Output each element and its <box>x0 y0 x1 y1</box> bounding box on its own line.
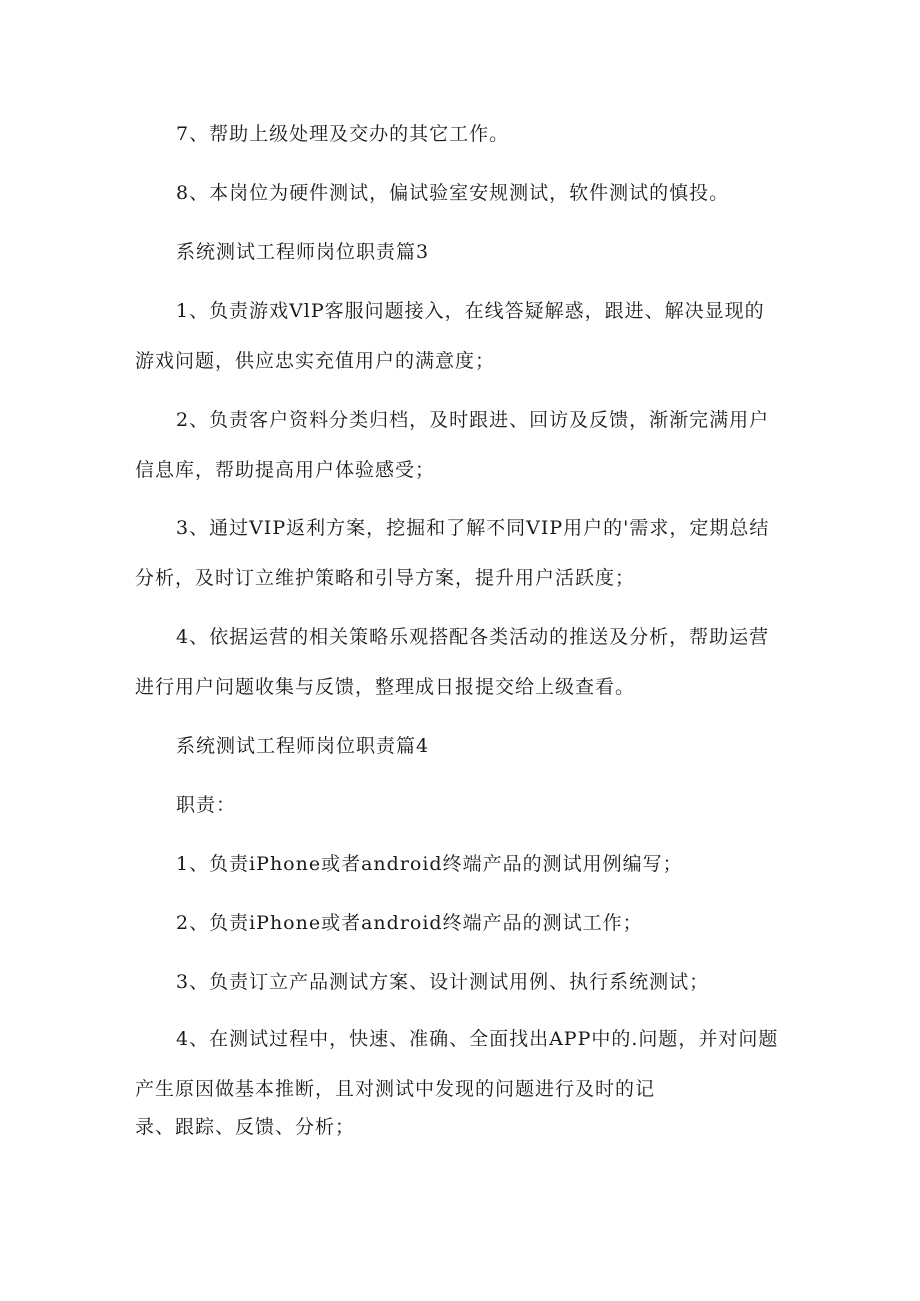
paragraph-line: 录、跟踪、反馈、分析； <box>135 1116 356 1138</box>
paragraph-line: 2、负责客户资料分类归档，及时跟进、回访及反馈，渐渐完满用户 <box>176 409 770 431</box>
paragraph-line: 分析，及时订立维护策略和引导方案，提升用户活跃度； <box>135 567 636 589</box>
paragraph-line: 进行用户问题收集与反馈，整理成日报提交给上级查看。 <box>135 676 636 698</box>
section-heading: 系统测试工程师岗位职责篇4 <box>176 735 430 757</box>
paragraph-line: 8、本岗位为硬件测试，偏试验室安规测试，软件测试的慎投。 <box>176 182 730 204</box>
paragraph-line: 3、通过VIP返利方案，挖掘和了解不同VIP用户的'需求，定期总结 <box>176 517 770 539</box>
paragraph-line: 1、负责iPhone或者android终端产品的测试用例编写； <box>176 853 683 875</box>
paragraph-line: 游戏问题，供应忠实充值用户的满意度； <box>135 350 496 372</box>
section-heading: 系统测试工程师岗位职责篇3 <box>176 241 430 263</box>
paragraph-line: 产生原因做基本推断，且对测试中发现的问题进行及时的记 <box>135 1078 656 1100</box>
paragraph-line: 7、帮助上级处理及交办的其它工作。 <box>176 123 510 145</box>
paragraph-line: 4、依据运营的相关策略乐观搭配各类活动的推送及分析，帮助运营 <box>176 626 770 648</box>
paragraph-line: 1、负责游戏VlP客服问题接入，在线答疑解惑，跟进、解决显现的 <box>176 300 765 322</box>
paragraph-line: 4、在测试过程中，快速、准确、全面找出APP中的.问题，并对问题 <box>176 1028 779 1050</box>
paragraph-line: 2、负责iPhone或者android终端产品的测试工作； <box>176 912 643 934</box>
paragraph-line: 信息库，帮助提高用户体验感受； <box>135 459 436 481</box>
paragraph-line: 职责： <box>176 794 237 816</box>
paragraph-line: 3、负责订立产品测试方案、设计测试用例、执行系统测试； <box>176 971 710 993</box>
